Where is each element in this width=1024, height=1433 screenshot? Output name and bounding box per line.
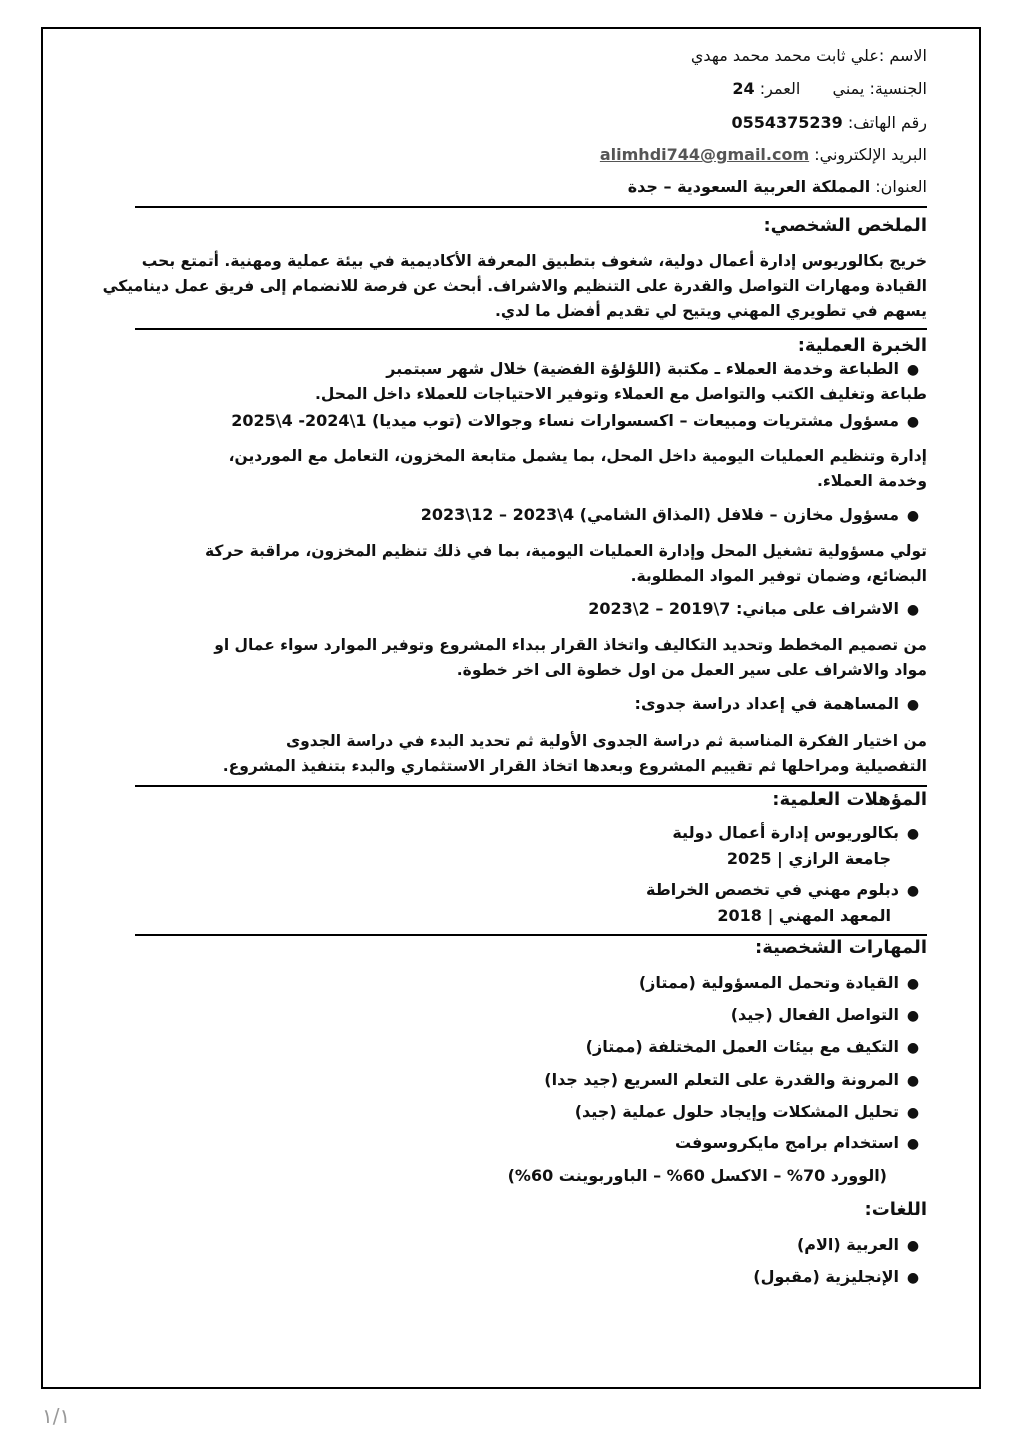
bullet-icon: ● — [906, 976, 920, 992]
job-2-desc: إدارة وتنظيم العمليات اليومية داخل المحل، بما يشمل متابعة المخزون، التعامل مع الموردين، وخدمة العملاء. — [228, 447, 927, 490]
nationality-label: الجنسية: — [869, 79, 927, 98]
bullet-icon: ● — [906, 1008, 920, 1024]
summary-text — [103, 249, 927, 324]
email-link[interactable]: alimhdi744@gmail.com — [599, 145, 810, 164]
skill-item: ●استخدام برامج مايكروسوفت — [675, 1133, 927, 1152]
phone-label: رقم الهاتف: — [847, 113, 927, 132]
office-levels: (الوورد 70% – الاكسل 60% – الباوربوينت 60%) — [507, 1166, 887, 1185]
divider — [135, 328, 927, 330]
skills-title: المهارات الشخصية: — [755, 937, 927, 958]
job-1-title: ●الطباعة وخدمة العملاء ـ مكتبة (اللؤلؤة الفضية) خلال شهر سبتمبر — [386, 359, 927, 378]
phone-value: 0554375239 — [731, 113, 843, 132]
summary-title: الملخص الشخصي: — [763, 215, 927, 236]
job-3-title: ●مسؤول مخازن – فلافل (المذاق الشامي) 4\2023 – 12\2023 — [421, 505, 927, 524]
skill-item: ●القيادة وتحمل المسؤولية (ممتاز) — [639, 973, 927, 992]
bullet-icon: ● — [906, 826, 920, 842]
nationality-value: يمني — [832, 79, 865, 98]
job-4-desc: من تصميم المخطط وتحديد التكاليف واتخاذ القرار ببداء المشروع وتوفير الموارد سواء عمال او مواد والاشراف على سير العمل من اول خطوة الى اخر خطوة. — [214, 636, 927, 679]
name-label: الاسم : — [878, 46, 927, 65]
bullet-icon: ● — [906, 1105, 920, 1121]
divider — [135, 785, 927, 787]
bullet-icon: ● — [906, 697, 920, 713]
age-label: العمر: — [759, 79, 801, 98]
full-name: علي ثابت محمد محمد مهدي — [690, 46, 879, 65]
age-value: 24 — [732, 79, 755, 98]
education-detail: جامعة الرازي | 2025 — [726, 849, 891, 868]
education-title: المؤهلات العلمية: — [772, 789, 927, 810]
bullet-icon: ● — [906, 1270, 920, 1286]
phone-line — [731, 113, 927, 132]
divider — [135, 206, 927, 208]
address-line — [628, 177, 927, 196]
name-line — [691, 46, 927, 65]
summary-line: خريج بكالوريوس إدارة أعمال دولية، شغوف بتطبيق المعرفة الأكاديمية في بيئة عملية ومهنية. أتمتع بحب — [141, 252, 927, 270]
bullet-icon: ● — [906, 1136, 920, 1152]
skill-item: ●التواصل الفعال (جيد) — [731, 1005, 927, 1024]
bullet-icon: ● — [906, 602, 920, 618]
education-item: ●دبلوم مهني في تخصص الخراطة — [646, 880, 927, 899]
skill-item: ●التكيف مع بيئات العمل المختلفة (ممتاز) — [586, 1037, 927, 1056]
bullet-icon: ● — [906, 414, 920, 430]
job-5-desc: من اختيار الفكرة المناسبة ثم دراسة الجدوى الأولية ثم تحديد البدء في دراسة الجدوى التفصيلية ومراحلها ثم تقييم المشروع وبعدها اتخاذ القرار الاستثماري والبدء بتنفيذ المشروع. — [222, 732, 927, 775]
bullet-icon: ● — [906, 508, 920, 524]
job-4-title: ●الاشراف على مباني: 7\2019 – 2\2023 — [588, 599, 927, 618]
language-item: ●العربية (الام) — [797, 1235, 927, 1254]
job-2-title: ●مسؤول مشتريات ومبيعات – اكسسوارات نساء وجوالات (توب ميديا) 1\2024- 4\2025 — [231, 411, 927, 430]
experience-title: الخبرة العملية: — [797, 335, 927, 356]
email-line — [600, 145, 927, 164]
cv-page — [41, 27, 981, 1389]
education-item: ●بكالوريوس إدارة أعمال دولية — [672, 823, 927, 842]
bullet-icon: ● — [906, 362, 920, 378]
address-label: العنوان: — [875, 177, 927, 196]
job-5-title: ●المساهمة في إعداد دراسة جدوى: — [635, 694, 927, 713]
nationality-line — [732, 79, 927, 98]
skill-item: ●المرونة والقدرة على التعلم السريع (جيد جدا) — [544, 1070, 927, 1089]
job-1-desc: طباعة وتغليف الكتب والتواصل مع العملاء وتوفير الاحتياجات للعملاء داخل المحل. — [314, 385, 927, 403]
bullet-icon: ● — [906, 1238, 920, 1254]
bullet-icon: ● — [906, 1073, 920, 1089]
summary-line: القيادة ومهارات التواصل والقدرة على التنظيم والاشراف. أبحث عن فرصة للانضمام إلى فريق عمل ديناميكي — [102, 277, 927, 295]
summary-line: يسهم في تطويري المهني ويتيح لي تقديم أفضل ما لدي. — [495, 302, 927, 320]
job-3-desc: تولي مسؤولية تشغيل المحل وإدارة العمليات اليومية، بما في ذلك تنظيم المخزون، مراقبة حركة البضائع، وضمان توفير المواد المطلوبة. — [204, 542, 927, 585]
skill-item: ●تحليل المشكلات وإيجاد حلول عملية (جيد) — [575, 1102, 927, 1121]
education-detail: المعهد المهني | 2018 — [717, 906, 891, 925]
page-number: ١/١ — [42, 1404, 71, 1428]
address-value: المملكة العربية السعودية – جدة — [627, 177, 871, 196]
divider — [135, 934, 927, 936]
bullet-icon: ● — [906, 1040, 920, 1056]
bullet-icon: ● — [906, 883, 920, 899]
languages-title: اللغات: — [864, 1199, 927, 1220]
language-item: ●الإنجليزية (مقبول) — [753, 1267, 927, 1286]
email-label: البريد الإلكتروني: — [814, 145, 927, 164]
